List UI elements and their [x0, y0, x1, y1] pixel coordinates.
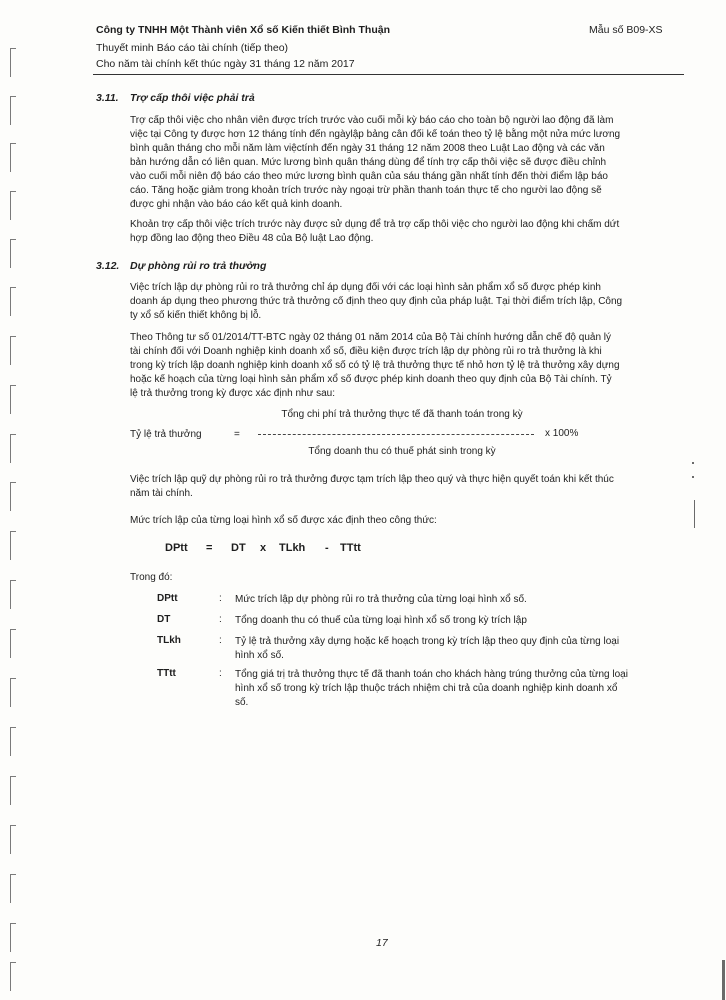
scan-mark — [692, 462, 694, 464]
text-line: tài chính đối với Doanh nghiệp kinh doanh xổ số, điều kiện được trích lập dự phòng rủi ro trả thưởng là khi — [130, 346, 602, 357]
text-line: Theo Thông tư số 01/2014/TT-BTC ngày 02 tháng 01 năm 2014 của Bộ Tài chính hướng dẫn chế độ quản lý — [130, 332, 612, 343]
ratio-numerator: Tổng chi phí trả thưởng thực tế đã thanh toán trong kỳ — [281, 409, 523, 420]
paragraph-circular-reference — [130, 331, 668, 401]
scan-margin-bracket — [10, 727, 16, 756]
report-period: Cho năm tài chính kết thúc ngày 31 tháng 12 năm 2017 — [96, 58, 355, 70]
text-line: Trong đó: — [130, 572, 173, 583]
definition-colon: : — [219, 593, 222, 604]
definition-text — [235, 668, 675, 710]
ratio-label: Tỷ lệ trả thưởng — [130, 429, 202, 440]
section-title: Dự phòng rủi ro trả thưởng — [130, 260, 267, 272]
scan-margin-bracket — [10, 191, 16, 220]
paragraph-prize-risk-scope — [130, 281, 668, 323]
text-line: số. — [235, 697, 249, 708]
scan-margin-bracket — [10, 385, 16, 414]
scan-margin-bracket — [10, 239, 16, 268]
text-line: Mức trích lập dự phòng rủi ro trả thưởng của từng loại hình xổ số. — [235, 594, 527, 605]
scan-margin-bracket — [10, 874, 16, 903]
text-line: hoặc kế hoạch của từng loại hình sản phẩm xổ số được phép kinh doanh theo quy định của Bộ Tài chính. Tỷ — [130, 374, 612, 385]
text-line: Tỷ lệ trả thưởng xây dựng hoặc kế hoạch trong kỳ trích lập theo quy định của từng loại — [235, 636, 620, 647]
text-line: Mức trích lập của từng loại hình xổ số được xác định theo công thức: — [130, 515, 437, 526]
ratio-multiplier: x 100% — [545, 428, 579, 439]
definition-colon: : — [219, 668, 222, 679]
text-line: hợp đồng lao động theo Điều 48 của Bộ luật Lao động. — [130, 233, 374, 244]
text-line: được ghi nhận vào báo cáo kết quả kinh doanh. — [130, 199, 343, 210]
text-line: Việc trích lập dự phòng rủi ro trả thưởng chỉ áp dụng đối với các loại hình sản phẩm xổ số được phép kinh — [130, 282, 601, 293]
formula-term-tlkh: TLkh — [279, 542, 306, 554]
scan-margin-bracket — [10, 580, 16, 609]
scan-margin-bracket — [10, 629, 16, 658]
scan-margin-bracket — [10, 776, 16, 805]
text-line: ty xổ số kiến thiết không bị lỗ. — [130, 310, 262, 321]
formula-lhs: DPtt — [165, 542, 188, 554]
text-line: Tổng doanh thu có thuế của từng loại hình xổ số trong kỳ trích lập — [235, 615, 527, 626]
scan-mark — [722, 960, 725, 1000]
scan-margin-bracket — [10, 825, 16, 854]
definition-text — [235, 593, 675, 607]
scan-margin-bracket — [10, 923, 16, 952]
formula-minus: - — [325, 542, 329, 554]
company-name: Công ty TNHH Một Thành viên Xổ số Kiến thiết Bình Thuận — [96, 24, 390, 36]
text-line: vào cuối mỗi niên độ báo cáo theo mức lương bình quân của sáu tháng gần nhất tính đến thời điểm lập báo — [130, 171, 608, 182]
section-number: 3.11. — [96, 92, 119, 104]
formula-times: x — [260, 542, 267, 554]
text-line: Trợ cấp thôi việc cho nhân viên được trích trước vào cuối mỗi kỳ báo cáo cho toàn bộ người lao động đã làm — [130, 115, 614, 126]
formula-term-dt: DT — [231, 542, 246, 554]
definition-text — [235, 614, 675, 628]
page-number: 17 — [376, 937, 388, 949]
definition-term: DPtt — [157, 593, 178, 604]
definition-colon: : — [219, 614, 222, 625]
where-label — [130, 571, 668, 585]
definition-term: TTtt — [157, 668, 176, 679]
text-line: doanh áp dụng theo phương thức trả thưởng cố định theo quy định của pháp luật. Tại thời điểm trích lập, Công — [130, 296, 623, 307]
text-line: Khoản trợ cấp thôi việc trích trước này được sử dụng để trả trợ cấp thôi việc cho người lao động khi chấm dứt — [130, 219, 620, 230]
scan-margin-bracket — [10, 482, 16, 511]
scan-margin-bracket — [10, 962, 16, 991]
text-line: năm tài chính. — [130, 488, 193, 499]
text-line: hình xổ số. — [235, 650, 284, 661]
formula-equals: = — [206, 542, 213, 554]
scan-margin-bracket — [10, 48, 16, 77]
ratio-denominator: Tổng doanh thu có thuế phát sinh trong kỳ — [308, 446, 496, 457]
fraction-bar — [258, 434, 534, 435]
definition-term: TLkh — [157, 635, 181, 646]
report-subtitle: Thuyết minh Báo cáo tài chính (tiếp theo) — [96, 42, 289, 54]
text-line: bình quân tháng cho mỗi năm làm việctính đến ngày 31 tháng 12 năm 2008 theo Luật Lao động và các văn — [130, 143, 605, 154]
scan-mark — [694, 500, 695, 528]
text-line: Tổng giá trị trả thưởng thực tế đã thanh toán cho khách hàng trúng thưởng của từng loại — [235, 669, 628, 680]
scan-margin-bracket — [10, 287, 16, 316]
formula-term-tttt: TTtt — [340, 542, 361, 554]
scan-mark — [692, 476, 694, 478]
section-title: Trợ cấp thôi việc phải trả — [130, 92, 255, 104]
header-divider — [93, 74, 684, 75]
text-line: hình xổ số trong kỳ trích lập thuộc trách nhiệm chi trả của doanh nghiệp kinh doanh xổ — [235, 683, 618, 694]
section-number: 3.12. — [96, 260, 120, 272]
paragraph-formula-intro — [130, 514, 668, 528]
definition-colon: : — [219, 635, 222, 646]
scan-margin-bracket — [10, 678, 16, 707]
definition-term: DT — [157, 614, 171, 625]
paragraph-quarterly-provision — [130, 473, 668, 501]
text-line: cáo. Tăng hoặc giảm trong khoản trích trước này ngoại trừ phần thanh toán thực tế cho người lao động sẽ — [130, 185, 602, 196]
section-heading-3-12 — [96, 260, 266, 272]
text-line: lệ trả thưởng trong kỳ được xác định như sau: — [130, 388, 335, 399]
ratio-equals: = — [234, 429, 240, 440]
scan-margin-bracket — [10, 434, 16, 463]
definition-text — [235, 635, 675, 663]
scan-margin-bracket — [10, 96, 16, 125]
paragraph-severance-usage — [130, 218, 668, 246]
text-line: trong kỳ trích lập doanh nghiệp kinh doanh xổ số có tỷ lệ trả thưởng thực tế nhỏ hơn tỷ lệ trả thưởng xây dựng — [130, 360, 620, 371]
paragraph-severance — [130, 114, 668, 212]
text-line: Việc trích lập quỹ dự phòng rủi ro trả thưởng được tạm trích lập theo quý và thực hiện quyết toán khi kết thúc — [130, 474, 614, 485]
form-code: Mẫu số B09-XS — [589, 24, 663, 36]
scan-margin-bracket — [10, 531, 16, 560]
scan-margin-bracket — [10, 336, 16, 365]
section-heading-3-11 — [96, 92, 255, 104]
text-line: bản hướng dẫn có liên quan. Mức lương bình quân tháng dùng để tính trợ cấp thôi việc sẽ được điều chỉnh — [130, 157, 607, 168]
text-line: việc tại Công ty được hơn 12 tháng tính đến ngàylập bảng cân đối kế toán theo tỷ lệ bằng một nửa mức lương — [130, 129, 621, 140]
scan-margin-bracket — [10, 143, 16, 172]
